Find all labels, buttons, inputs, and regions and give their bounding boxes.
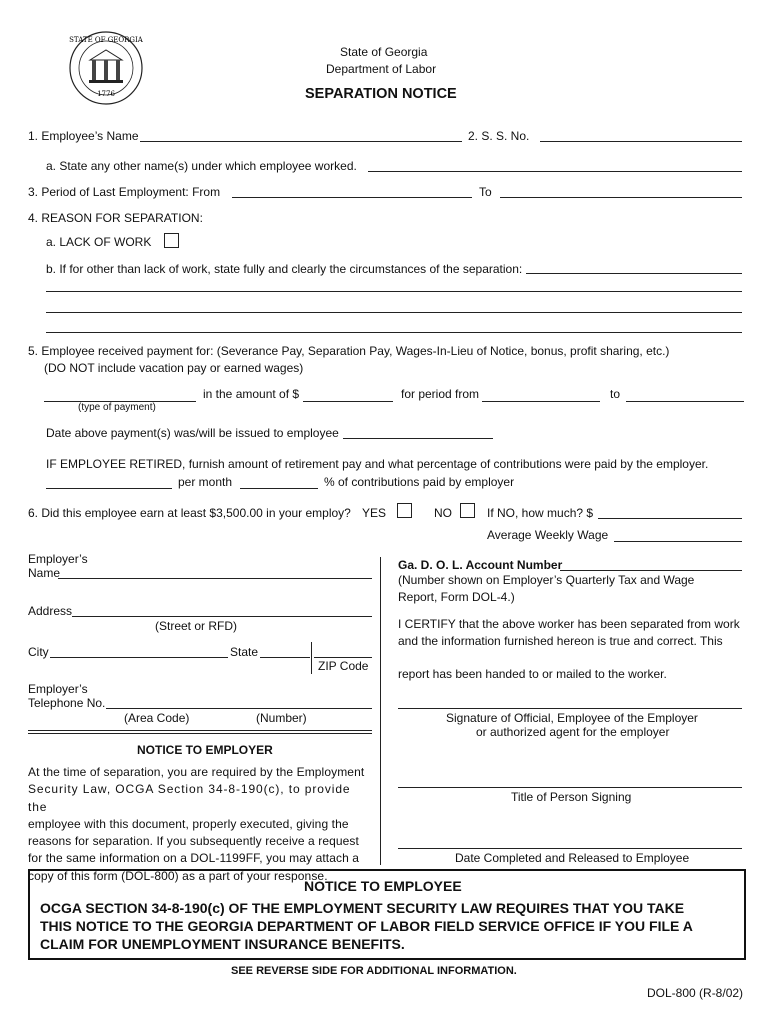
how-much-field[interactable]	[598, 504, 742, 519]
yes-label: YES	[362, 506, 387, 520]
telephone-label: Telephone No.	[28, 696, 106, 710]
notice-divider-top	[28, 730, 372, 731]
retired-label: IF EMPLOYEE RETIRED, furnish amount of retirement pay and what percentage of contributions were paid by the employer.	[46, 457, 709, 471]
contributions-label: % of contributions paid by employer	[324, 475, 515, 489]
address-field[interactable]	[72, 602, 372, 617]
notice-to-employee-line-1: OCGA SECTION 34-8-190(c) OF THE EMPLOYMENT SECURITY LAW REQUIRES THAT YOU TAKE	[40, 900, 685, 916]
other-names-label: a. State any other name(s) under which employee worked.	[46, 159, 357, 173]
notice-line: for the same information on a DOL-1199FF, you may attach a	[28, 851, 360, 866]
payment-question: 5. Employee received payment for: (Severance Pay, Separation Pay, Wages-In-Lieu of Notice, bonus, profit sharing, etc.)	[28, 344, 670, 358]
employee-name-field[interactable]	[140, 127, 462, 142]
telephone-field[interactable]	[106, 694, 372, 709]
city-label: City	[28, 645, 49, 659]
area-code-caption: (Area Code)	[124, 711, 190, 725]
other-reason-field-1[interactable]	[526, 259, 742, 274]
ssn-label: 2. S. S. No.	[468, 129, 530, 143]
account-note-1: (Number shown on Employer’s Quarterly Tax and Wage	[398, 573, 695, 587]
certify-line-3: report has been handed to or mailed to the worker.	[398, 667, 667, 681]
yes-checkbox[interactable]	[397, 503, 412, 518]
state-name: State of Georgia	[340, 45, 428, 59]
employer-name-label: Name	[28, 566, 61, 580]
per-month-label: per month	[178, 475, 233, 489]
payment-period-to-field[interactable]	[626, 387, 744, 402]
employer-phone-label-1: Employer’s	[28, 682, 88, 696]
payment-amount-field[interactable]	[303, 387, 393, 402]
number-caption: (Number)	[256, 711, 307, 725]
signature-caption-1: Signature of Official, Employee of the Employer	[446, 711, 698, 725]
zip-divider	[311, 642, 312, 674]
no-checkbox[interactable]	[460, 503, 475, 518]
for-period-label: for period from	[401, 387, 480, 401]
form-number: DOL-800 (R-8/02)	[647, 986, 744, 1000]
how-much-label: If NO, how much? $	[487, 506, 594, 520]
department-name: Department of Labor	[326, 62, 437, 76]
svg-text:1776: 1776	[97, 90, 115, 98]
amount-label: in the amount of $	[203, 387, 300, 401]
address-label: Address	[28, 604, 73, 618]
zip-field[interactable]	[314, 643, 372, 658]
state-field[interactable]	[260, 643, 310, 658]
ssn-field[interactable]	[540, 127, 742, 142]
notice-to-employee-line-2: THIS NOTICE TO THE GEORGIA DEPARTMENT OF LABOR FIELD SERVICE OFFICE IF YOU FILE A	[40, 918, 693, 934]
contribution-percent-field[interactable]	[240, 474, 318, 489]
certify-line-2: and the information furnished hereon is true and correct. This	[398, 634, 723, 648]
account-number-label: Ga. D. O. L. Account Number	[398, 558, 563, 572]
lack-of-work-checkbox[interactable]	[164, 233, 179, 248]
type-of-payment-field[interactable]	[44, 387, 196, 402]
employer-label: Employer’s	[28, 552, 88, 566]
period-to-label: To	[479, 185, 492, 199]
avg-weekly-field[interactable]	[614, 527, 742, 542]
no-label: NO	[434, 506, 452, 520]
certify-line-1: I CERTIFY that the above worker has been separated from work	[398, 617, 740, 631]
period-to-field[interactable]	[500, 183, 742, 198]
column-divider	[380, 557, 381, 865]
period-label: 3. Period of Last Employment: From	[28, 185, 221, 199]
title-signing-field[interactable]	[398, 773, 742, 788]
avg-weekly-label: Average Weekly Wage	[487, 528, 609, 542]
other-names-field[interactable]	[368, 157, 742, 172]
signature-caption-2: or authorized agent for the employer	[476, 725, 670, 739]
notice-to-employee-title: NOTICE TO EMPLOYEE	[304, 878, 462, 894]
other-reason-field-3[interactable]	[46, 298, 742, 313]
date-issued-label: Date above payment(s) was/will be issued to employee	[46, 426, 339, 440]
reason-heading: 4. REASON FOR SEPARATION:	[28, 211, 203, 225]
notice-line: At the time of separation, you are required by the Employment	[28, 765, 365, 779]
type-of-payment-caption: (type of payment)	[78, 402, 156, 413]
employer-name-field[interactable]	[58, 564, 372, 579]
payment-to-label: to	[610, 387, 621, 401]
notice-to-employer-title: NOTICE TO EMPLOYER	[137, 743, 273, 757]
notice-line: employee with this document, properly executed, giving the	[28, 816, 349, 831]
lack-of-work-label: a. LACK OF WORK	[46, 235, 152, 249]
earn-question: 6. Did this employee earn at least $3,500.00 in your employ?	[28, 506, 351, 520]
other-reason-field-4[interactable]	[46, 318, 742, 333]
notice-to-employee-line-3: CLAIM FOR UNEMPLOYMENT INSURANCE BENEFITS.	[40, 936, 405, 952]
notice-divider-bottom	[28, 733, 372, 734]
page-title: SEPARATION NOTICE	[305, 86, 457, 102]
date-completed-field[interactable]	[398, 834, 742, 849]
account-number-field[interactable]	[560, 556, 742, 571]
zip-caption: ZIP Code	[318, 659, 369, 673]
city-field[interactable]	[50, 643, 228, 658]
date-completed-caption: Date Completed and Released to Employee	[455, 851, 690, 865]
date-issued-field[interactable]	[343, 424, 493, 439]
notice-to-employer-body	[28, 764, 372, 885]
payment-period-from-field[interactable]	[482, 387, 600, 402]
other-reason-label: b. If for other than lack of work, state fully and clearly the circumstances of the separation:	[46, 262, 523, 276]
payment-note: (DO NOT include vacation pay or earned wages)	[44, 361, 304, 375]
period-from-field[interactable]	[232, 183, 472, 198]
notice-line: copy of this form (DOL-800) as a part of your response.	[28, 868, 328, 883]
state-label: State	[230, 645, 259, 659]
svg-text:STATE OF GEORGIA: STATE OF GEORGIA	[69, 36, 143, 44]
employee-name-label: 1. Employee’s Name	[28, 129, 139, 143]
state-seal-icon	[68, 30, 144, 106]
other-reason-field-2[interactable]	[46, 277, 742, 292]
retirement-pay-field[interactable]	[46, 474, 172, 489]
reverse-side-note: SEE REVERSE SIDE FOR ADDITIONAL INFORMATION.	[231, 965, 517, 977]
title-signing-caption: Title of Person Signing	[511, 790, 632, 804]
notice-line: Security Law, OCGA Section 34-8-190(c), to provide the	[28, 782, 351, 814]
account-note-2: Report, Form DOL-4.)	[398, 590, 515, 604]
notice-line: reasons for separation. If you subsequently receive a request	[28, 834, 359, 849]
signature-field[interactable]	[398, 694, 742, 709]
street-caption: (Street or RFD)	[155, 619, 238, 633]
